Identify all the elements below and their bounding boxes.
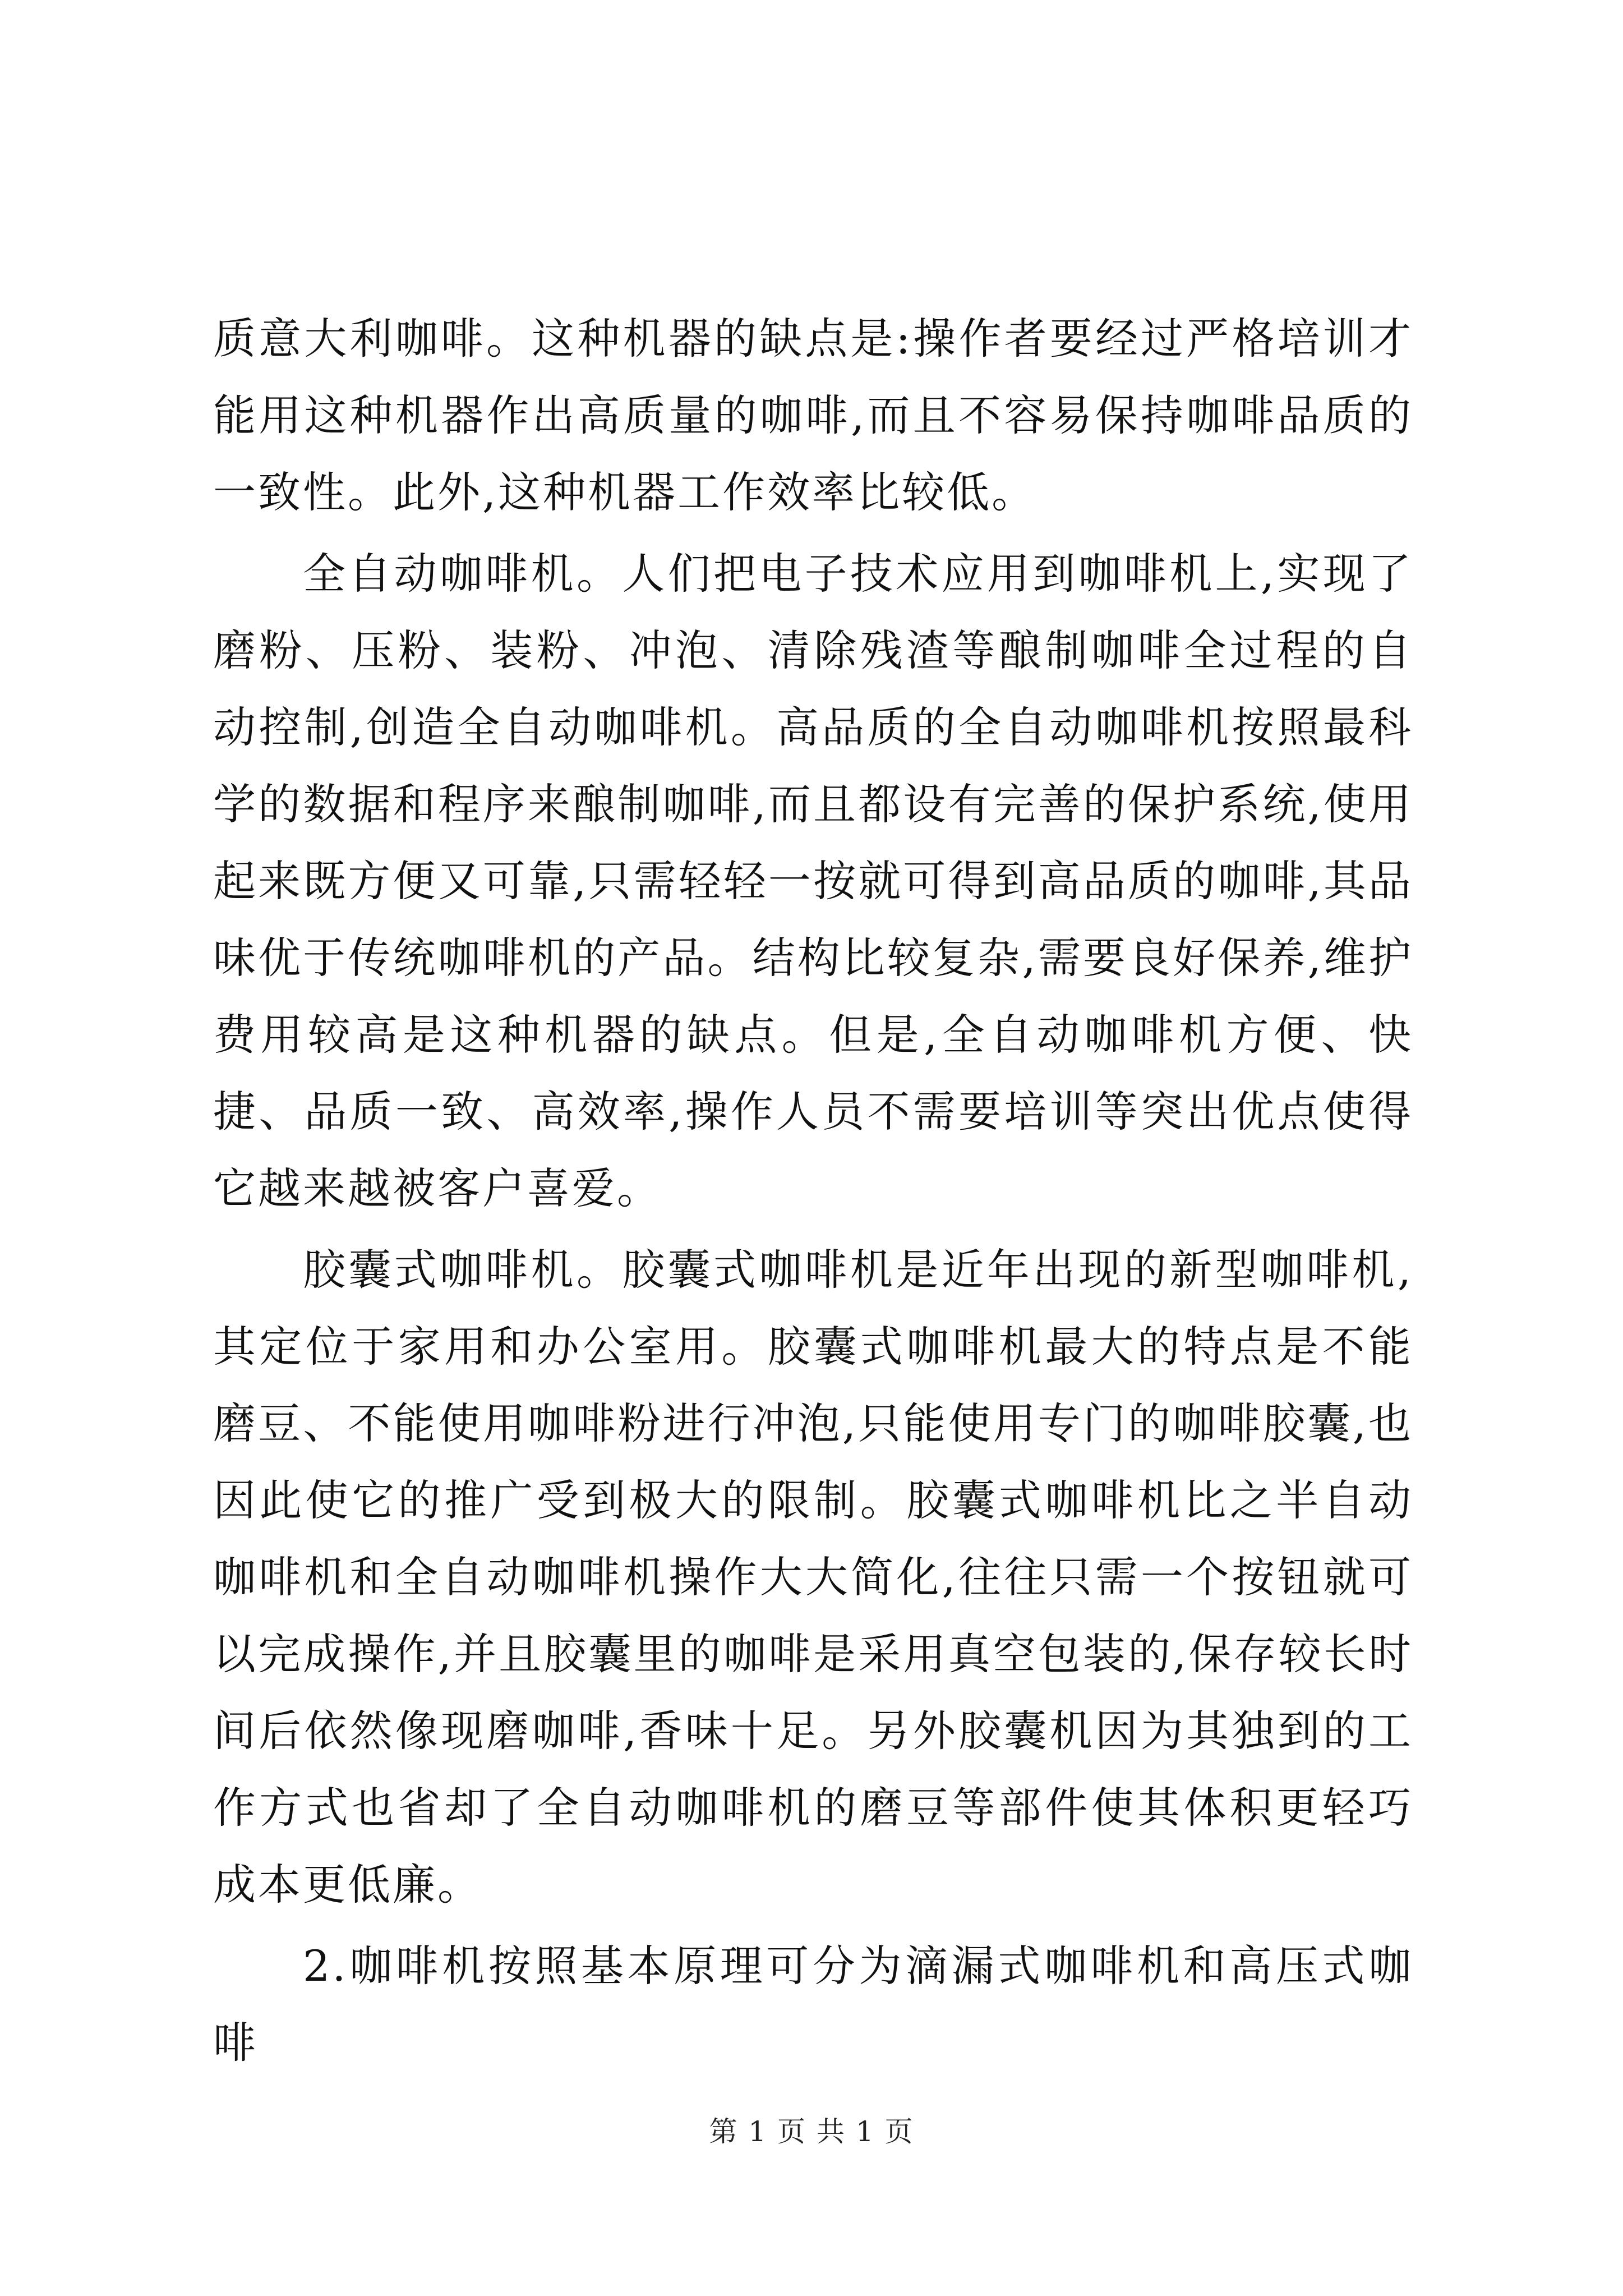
page-number-label: 第 1 页 共 1 页 [709,2115,914,2148]
paragraph-classification-by-principle: 2.咖啡机按照基本原理可分为滴漏式咖啡机和高压式咖啡 [213,1941,1413,2068]
paragraph-automatic-coffee-machine: 全自动咖啡机。人们把电子技术应用到咖啡机上,实现了磨粉、压粉、装粉、冲泡、清除残渣等酿制咖啡全过程的自动控制,创造全自动咖啡机。高品质的全自动咖啡机按照最科学的数据和程序来酿制咖啡,而且都设有完善的保护系统,使用起来既方便又可靠,只需轻轻一按就可得到高品质的咖啡,其品味优于传统咖啡机的产品。结构比较复杂,需要良好保养,维护费用较高是这种机器的缺点。但是,全自动咖啡机方便、快捷、品质一致、高效率,操作人员不需要培训等突出优点使得它越来越被客户喜爱。 [213,549,1413,1213]
document-body [213,300,1413,2081]
paragraph-continuation: 质意大利咖啡。这种机器的缺点是:操作者要经过严格培训才能用这种机器作出高质量的咖啡,而且不容易保持咖啡品质的一致性。此外,这种机器工作效率比较低。 [213,314,1413,517]
page-footer [0,2115,1623,2148]
paragraph-capsule-coffee-machine: 胶囊式咖啡机。胶囊式咖啡机是近年出现的新型咖啡机,其定位于家用和办公室用。胶囊式咖啡机最大的特点是不能磨豆、不能使用咖啡粉进行冲泡,只能使用专门的咖啡胶囊,也因此使它的推广受到极大的限制。胶囊式咖啡机比之半自动咖啡机和全自动咖啡机操作大大简化,往往只需一个按钮就可以完成操作,并且胶囊里的咖啡是采用真空包装的,保存较长时间后依然像现磨咖啡,香味十足。另外胶囊机因为其独到的工作方式也省却了全自动咖啡机的磨豆等部件使其体积更轻巧成本更低廉。 [213,1245,1413,1910]
